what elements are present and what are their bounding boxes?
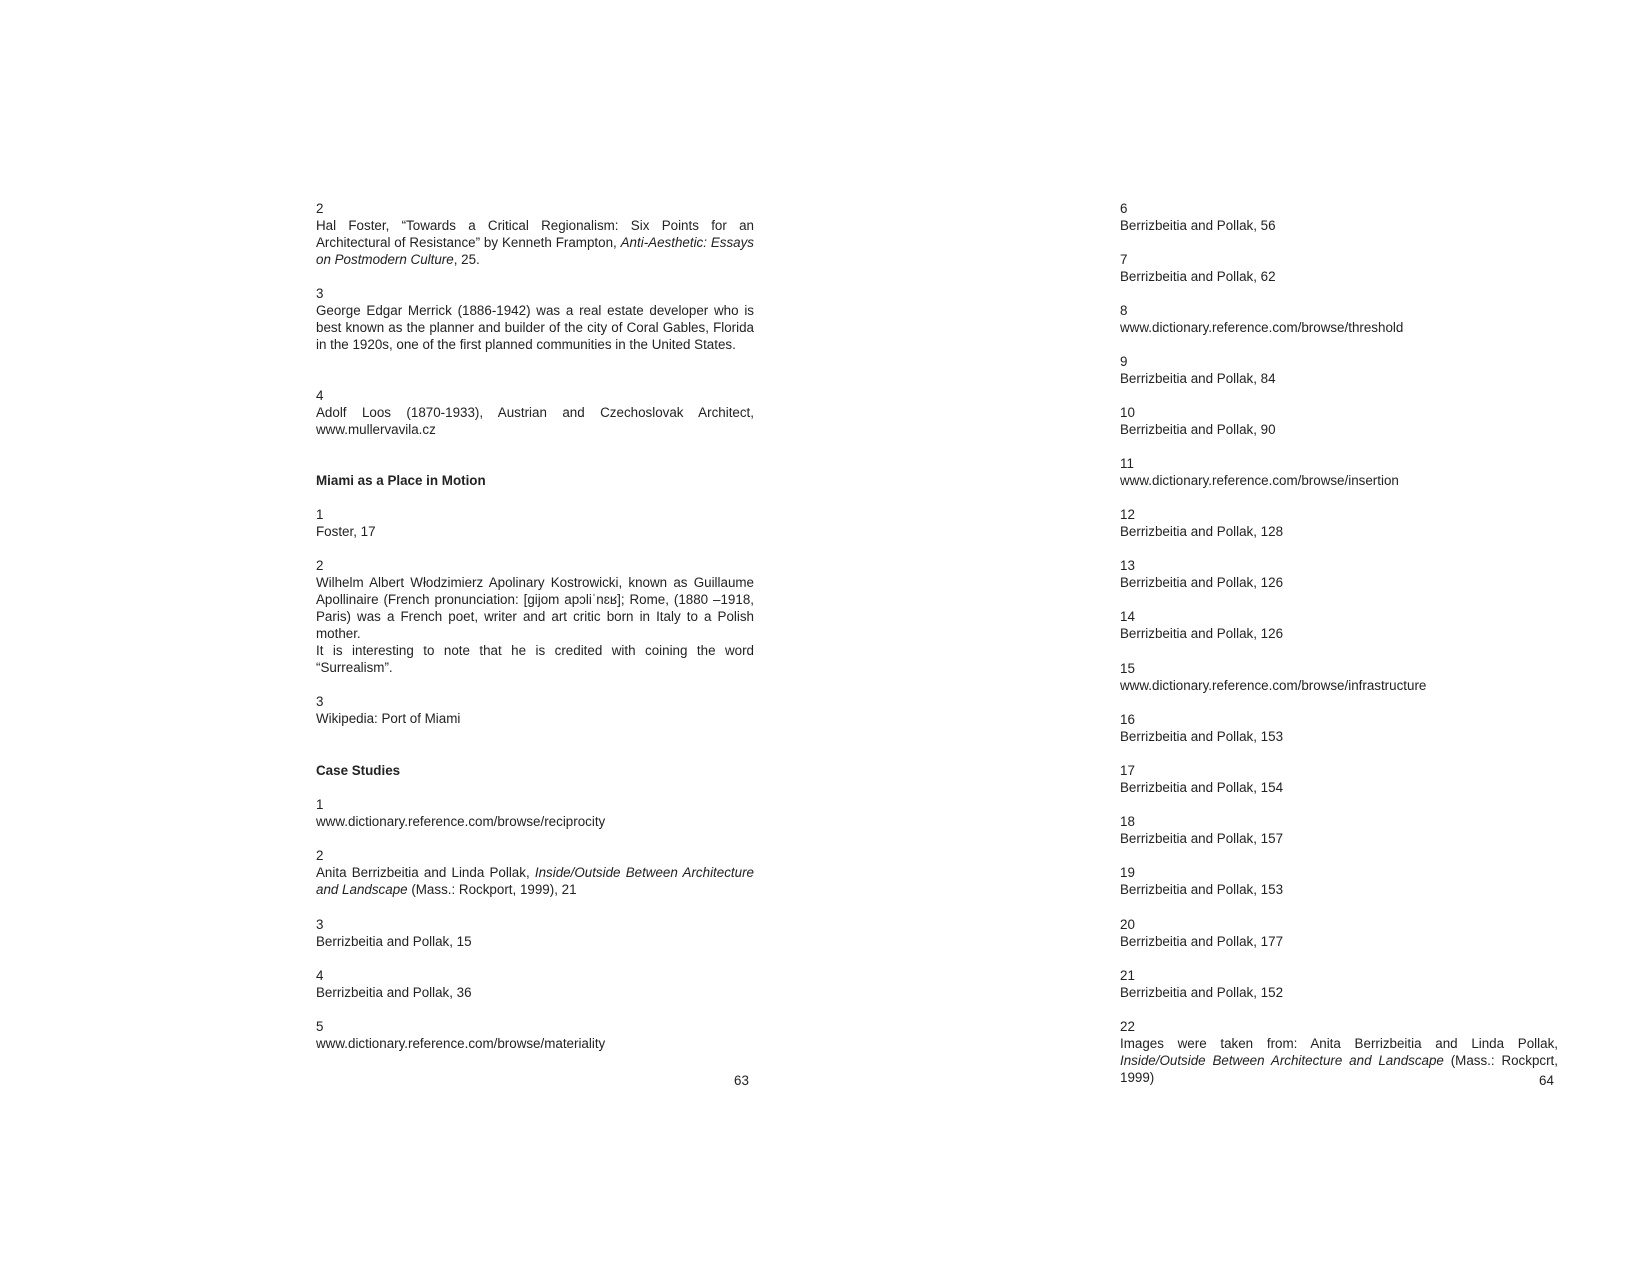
note-18 bbox=[1120, 813, 1558, 847]
section-heading-miami: Miami as a Place in Motion bbox=[316, 473, 486, 488]
note-16 bbox=[1120, 711, 1558, 745]
note-number: 10 bbox=[1120, 405, 1135, 420]
note-2-foster bbox=[316, 200, 754, 268]
note-12 bbox=[1120, 506, 1558, 540]
section-heading-case-studies: Case Studies bbox=[316, 763, 401, 778]
page-number: 64 bbox=[1539, 1073, 1554, 1088]
note-3-merrick bbox=[316, 285, 754, 353]
note-11 bbox=[1120, 455, 1558, 489]
note-text: Berrizbeitia and Pollak, 84 bbox=[1120, 371, 1276, 386]
note-text: Hal Foster, “Towards a Critical Regionalism: Six Points for an Architectural of Resistance” by Kenneth Frampton, Anti-Aesthetic: Essays on Postmodern Culture, 25. bbox=[316, 218, 754, 267]
note-text: www.dictionary.reference.com/browse/materiality bbox=[316, 1036, 606, 1051]
note-number: 15 bbox=[1120, 661, 1135, 676]
note-15 bbox=[1120, 660, 1558, 694]
note-number: 19 bbox=[1120, 865, 1135, 880]
note-number: 4 bbox=[316, 968, 324, 983]
note-5-materiality bbox=[316, 1018, 754, 1052]
note-number: 11 bbox=[1120, 456, 1134, 471]
note-number: 3 bbox=[316, 286, 324, 301]
note-6 bbox=[1120, 200, 1558, 234]
note-text: Berrizbeitia and Pollak, 126 bbox=[1120, 575, 1284, 590]
note-number: 2 bbox=[316, 201, 324, 216]
note-14 bbox=[1120, 608, 1558, 642]
right-page bbox=[825, 0, 1650, 1284]
note-text: Berrizbeitia and Pollak, 153 bbox=[1120, 882, 1284, 897]
note-1-reciprocity bbox=[316, 796, 754, 830]
note-number: 3 bbox=[316, 694, 324, 709]
note-4-loos bbox=[316, 387, 754, 438]
note-number: 1 bbox=[316, 797, 324, 812]
note-3-port bbox=[316, 693, 754, 727]
note-text: Images were taken from: Anita Berrizbeitia and Linda Pollak, Inside/Outside Between Architecture and Landscape (Mass.: Rockpcrt, 1999) bbox=[1120, 1036, 1558, 1085]
note-number: 17 bbox=[1120, 763, 1135, 778]
note-text: Berrizbeitia and Pollak, 15 bbox=[316, 934, 472, 949]
note-2-apollinaire bbox=[316, 557, 754, 676]
note-1-foster bbox=[316, 506, 754, 540]
note-7 bbox=[1120, 251, 1558, 285]
note-text: www.dictionary.reference.com/browse/infrastructure bbox=[1120, 678, 1427, 693]
note-text: Foster, 17 bbox=[316, 524, 376, 539]
note-number: 1 bbox=[316, 507, 324, 522]
note-number: 6 bbox=[1120, 201, 1128, 216]
note-text: www.dictionary.reference.com/browse/insertion bbox=[1120, 473, 1399, 488]
note-number: 18 bbox=[1120, 814, 1135, 829]
note-number: 14 bbox=[1120, 609, 1135, 624]
note-number: 12 bbox=[1120, 507, 1135, 522]
note-13 bbox=[1120, 557, 1558, 591]
note-number: 5 bbox=[316, 1019, 324, 1034]
note-number: 4 bbox=[316, 388, 324, 403]
note-3-pollak bbox=[316, 916, 754, 950]
note-number: 3 bbox=[316, 917, 324, 932]
note-text: Wilhelm Albert Włodzimierz Apolinary Kostrowicki, known as Guillaume Apollinaire (French pronunciation: [gijom apɔliˈnɛʁ]; Rome, (1880 –1918, Paris) was a French poet, writer and art critic born in Italy to a Polish mother. bbox=[316, 575, 754, 641]
note-number: 22 bbox=[1120, 1019, 1135, 1034]
note-text: Berrizbeitia and Pollak, 153 bbox=[1120, 729, 1284, 744]
note-number: 9 bbox=[1120, 354, 1128, 369]
note-text: Berrizbeitia and Pollak, 177 bbox=[1120, 934, 1284, 949]
note-text: Wikipedia: Port of Miami bbox=[316, 711, 461, 726]
note-number: 16 bbox=[1120, 712, 1135, 727]
note-text: www.dictionary.reference.com/browse/threshold bbox=[1120, 320, 1404, 335]
note-2-inside-outside bbox=[316, 847, 754, 898]
note-19 bbox=[1120, 864, 1558, 898]
note-4-pollak bbox=[316, 967, 754, 1001]
note-text: Adolf Loos (1870-1933), Austrian and Czechoslovak Architect, www.mullervavila.cz bbox=[316, 405, 754, 437]
note-number: 8 bbox=[1120, 303, 1128, 318]
note-text: www.dictionary.reference.com/browse/reciprocity bbox=[316, 814, 606, 829]
note-number: 7 bbox=[1120, 252, 1128, 267]
note-20 bbox=[1120, 916, 1558, 950]
note-text: Berrizbeitia and Pollak, 126 bbox=[1120, 626, 1284, 641]
note-text-continued: It is interesting to note that he is credited with coining the word “Surrealism”. bbox=[316, 643, 754, 675]
note-9 bbox=[1120, 353, 1558, 387]
note-text: Berrizbeitia and Pollak, 90 bbox=[1120, 422, 1276, 437]
note-17 bbox=[1120, 762, 1558, 796]
note-text: Berrizbeitia and Pollak, 157 bbox=[1120, 831, 1284, 846]
note-number: 2 bbox=[316, 848, 324, 863]
note-text: Berrizbeitia and Pollak, 62 bbox=[1120, 269, 1276, 284]
note-text: Berrizbeitia and Pollak, 154 bbox=[1120, 780, 1284, 795]
note-21 bbox=[1120, 967, 1558, 1001]
note-text: Berrizbeitia and Pollak, 152 bbox=[1120, 985, 1284, 1000]
note-text: Berrizbeitia and Pollak, 36 bbox=[316, 985, 472, 1000]
note-number: 2 bbox=[316, 558, 324, 573]
page-number: 63 bbox=[734, 1073, 749, 1088]
note-22 bbox=[1120, 1018, 1558, 1086]
note-number: 13 bbox=[1120, 558, 1135, 573]
note-text: Berrizbeitia and Pollak, 128 bbox=[1120, 524, 1284, 539]
note-text: Anita Berrizbeitia and Linda Pollak, Inside/Outside Between Architecture and Landscape (Mass.: Rockport, 1999), 21 bbox=[316, 865, 754, 897]
note-number: 21 bbox=[1120, 968, 1135, 983]
note-number: 20 bbox=[1120, 917, 1135, 932]
note-text: Berrizbeitia and Pollak, 56 bbox=[1120, 218, 1276, 233]
note-10 bbox=[1120, 404, 1558, 438]
note-8 bbox=[1120, 302, 1558, 336]
note-text: George Edgar Merrick (1886-1942) was a real estate developer who is best known as the planner and builder of the city of Coral Gables, Florida in the 1920s, one of the first planned communities in the United States. bbox=[316, 303, 754, 352]
